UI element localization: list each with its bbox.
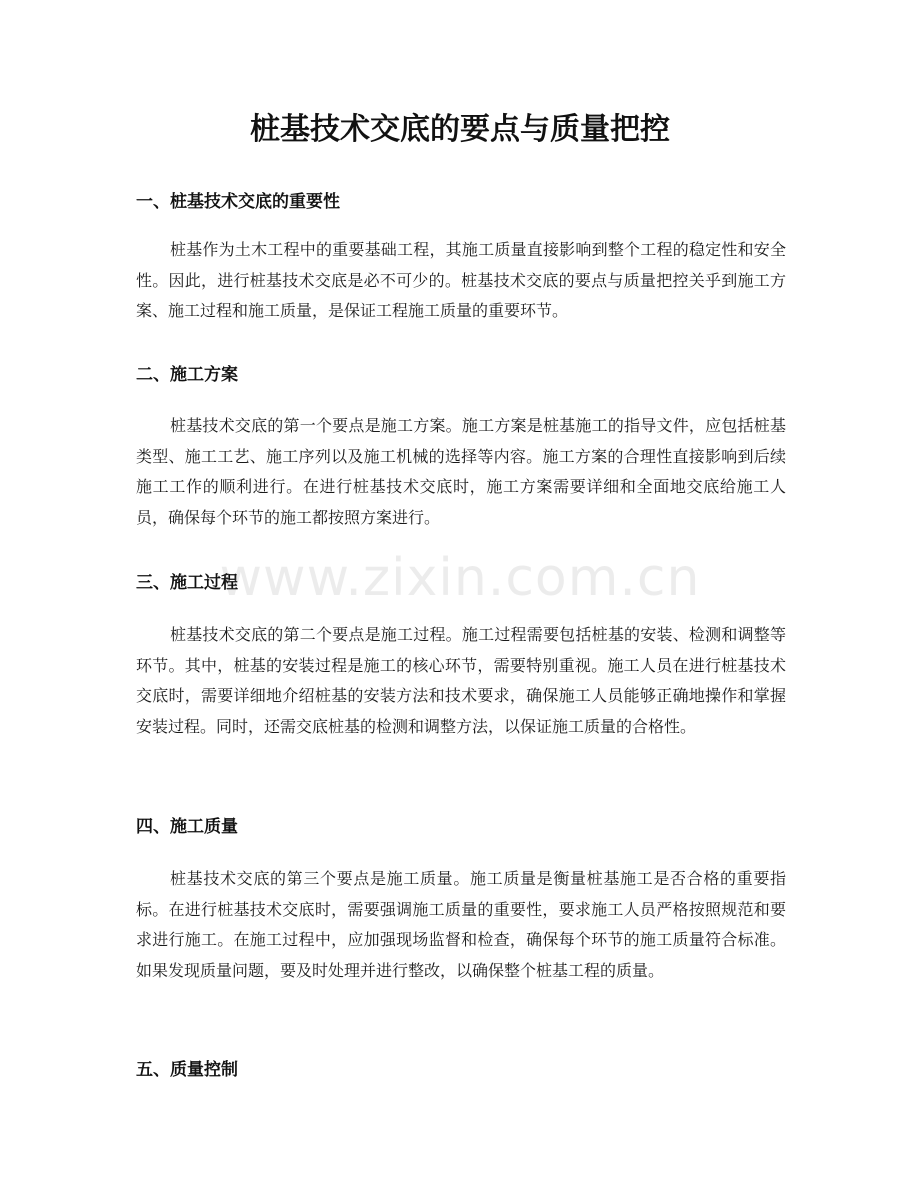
section-paragraph-4: 桩基技术交底的第三个要点是施工质量。施工质量是衡量桩基施工是否合格的重要指标。在进行桩基技术交底时，需要强调施工质量的重要性，要求施工人员严格按照规范和要求进行施工。在施工过程中，应加强现场监督和检查，确保每个环节的施工质量符合标准。如果发现质量问题，要及时处理并进行整改，以确保整个桩基工程的质量。 — [136, 869, 786, 980]
section-heading-2: 二、施工方案 — [136, 365, 238, 385]
section-heading-3: 三、施工过程 — [136, 573, 238, 593]
section-heading-5: 五、质量控制 — [136, 1060, 238, 1080]
section-paragraph-2: 桩基技术交底的第一个要点是施工方案。施工方案是桩基施工的指导文件，应包括桩基类型、施工工艺、施工序列以及施工机械的选择等内容。施工方案的合理性直接影响到后续施工工作的顺利进行。在进行桩基技术交底时，施工方案需要详细和全面地交底给施工人员，确保每个环节的施工都按照方案进行。 — [136, 416, 786, 527]
section-paragraph-1: 桩基作为土木工程中的重要基础工程，其施工质量直接影响到整个工程的稳定性和安全性。因此，进行桩基技术交底是必不可少的。桩基技术交底的要点与质量把控关乎到施工方案、施工过程和施工质量，是保证工程施工质量的重要环节。 — [136, 240, 786, 320]
watermark: www.zixin.com.cn — [219, 548, 701, 608]
section-heading-1: 一、桩基技术交底的重要性 — [136, 192, 340, 212]
section-paragraph-3: 桩基技术交底的第二个要点是施工过程。施工过程需要包括桩基的安装、检测和调整等环节。其中，桩基的安装过程是施工的核心环节，需要特别重视。施工人员在进行桩基技术交底时，需要详细地介绍桩基的安装方法和技术要求，确保施工人员能够正确地操作和掌握安装过程。同时，还需交底桩基的检测和调整方法，以保证施工质量的合格性。 — [136, 625, 786, 736]
document-title: 桩基技术交底的要点与质量把控 — [250, 112, 670, 147]
section-heading-4: 四、施工质量 — [136, 817, 238, 837]
